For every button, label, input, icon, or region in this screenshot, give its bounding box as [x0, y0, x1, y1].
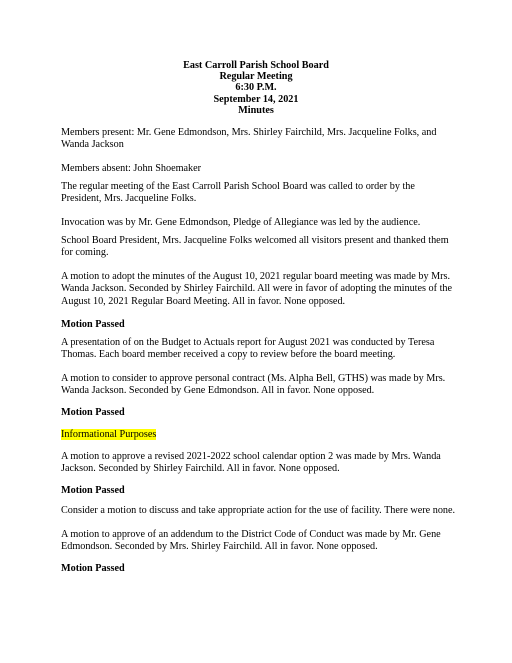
budget-presentation: A presentation of on the Budget to Actuals report for August 2021 was conducted by Teresa Thomas. Each board member received a copy to review before the board meeting.: [61, 337, 435, 361]
members-present: Members present: Mr. Gene Edmondson, Mrs. Shirley Fairchild, Mrs. Jacqueline Folks, and Wanda Jackson: [61, 127, 437, 151]
motion-conduct: A motion to approve of an addendum to the District Code of Conduct was made by Mr. Gene Edmondson. Seconded by Mrs. Shirley Fairchild. All in favor. None opposed.: [61, 529, 441, 553]
motion-passed-1: Motion Passed: [61, 319, 125, 330]
meeting-time: 6:30 P.M.: [235, 82, 277, 94]
facility-motion: Consider a motion to discuss and take appropriate action for the use of facility. There were none.: [61, 505, 456, 516]
document-header: [0, 60, 512, 116]
motion-minutes: A motion to adopt the minutes of the August 10, 2021 regular board meeting was made by Mrs. Wanda Jackson. Seconded by Shirley Fairchild. All were in favor of adopting the minutes of the August 10, 2021 Regular Board Meeting. All in favor. None opposed.: [61, 271, 453, 307]
motion-calendar: A motion to approve a revised 2021-2022 school calendar option 2 was made by Mrs. Wanda Jackson. Seconded by Shirley Fairchild. All in favor. None opposed.: [61, 451, 441, 475]
informational-purposes-highlight: Informational Purposes: [61, 429, 157, 440]
welcome: School Board President, Mrs. Jacqueline Folks welcomed all visitors present and thanked them for coming.: [61, 235, 449, 259]
meeting-date: September 14, 2021: [213, 93, 299, 105]
invocation: Invocation was by Mr. Gene Edmondson, Pledge of Allegiance was led by the audience.: [61, 217, 421, 228]
informational-purposes-line: [61, 429, 456, 441]
motion-passed-2: Motion Passed: [61, 407, 125, 418]
document-type: Minutes: [238, 104, 274, 116]
meeting-type: Regular Meeting: [219, 71, 293, 83]
motion-passed-4: Motion Passed: [61, 563, 125, 574]
motion-passed-3: Motion Passed: [61, 485, 125, 496]
org-name: East Carroll Parish School Board: [183, 60, 329, 71]
motion-contract: A motion to consider to approve personal contract (Ms. Alpha Bell, GTHS) was made by Mrs. Wanda Jackson. Seconded by Gene Edmondson. All in favor. None opposed.: [61, 373, 446, 397]
members-absent: Members absent: John Shoemaker: [61, 163, 202, 174]
call-to-order: The regular meeting of the East Carroll Parish School Board was called to order by the President, Mrs. Jacqueline Folks.: [61, 181, 415, 205]
